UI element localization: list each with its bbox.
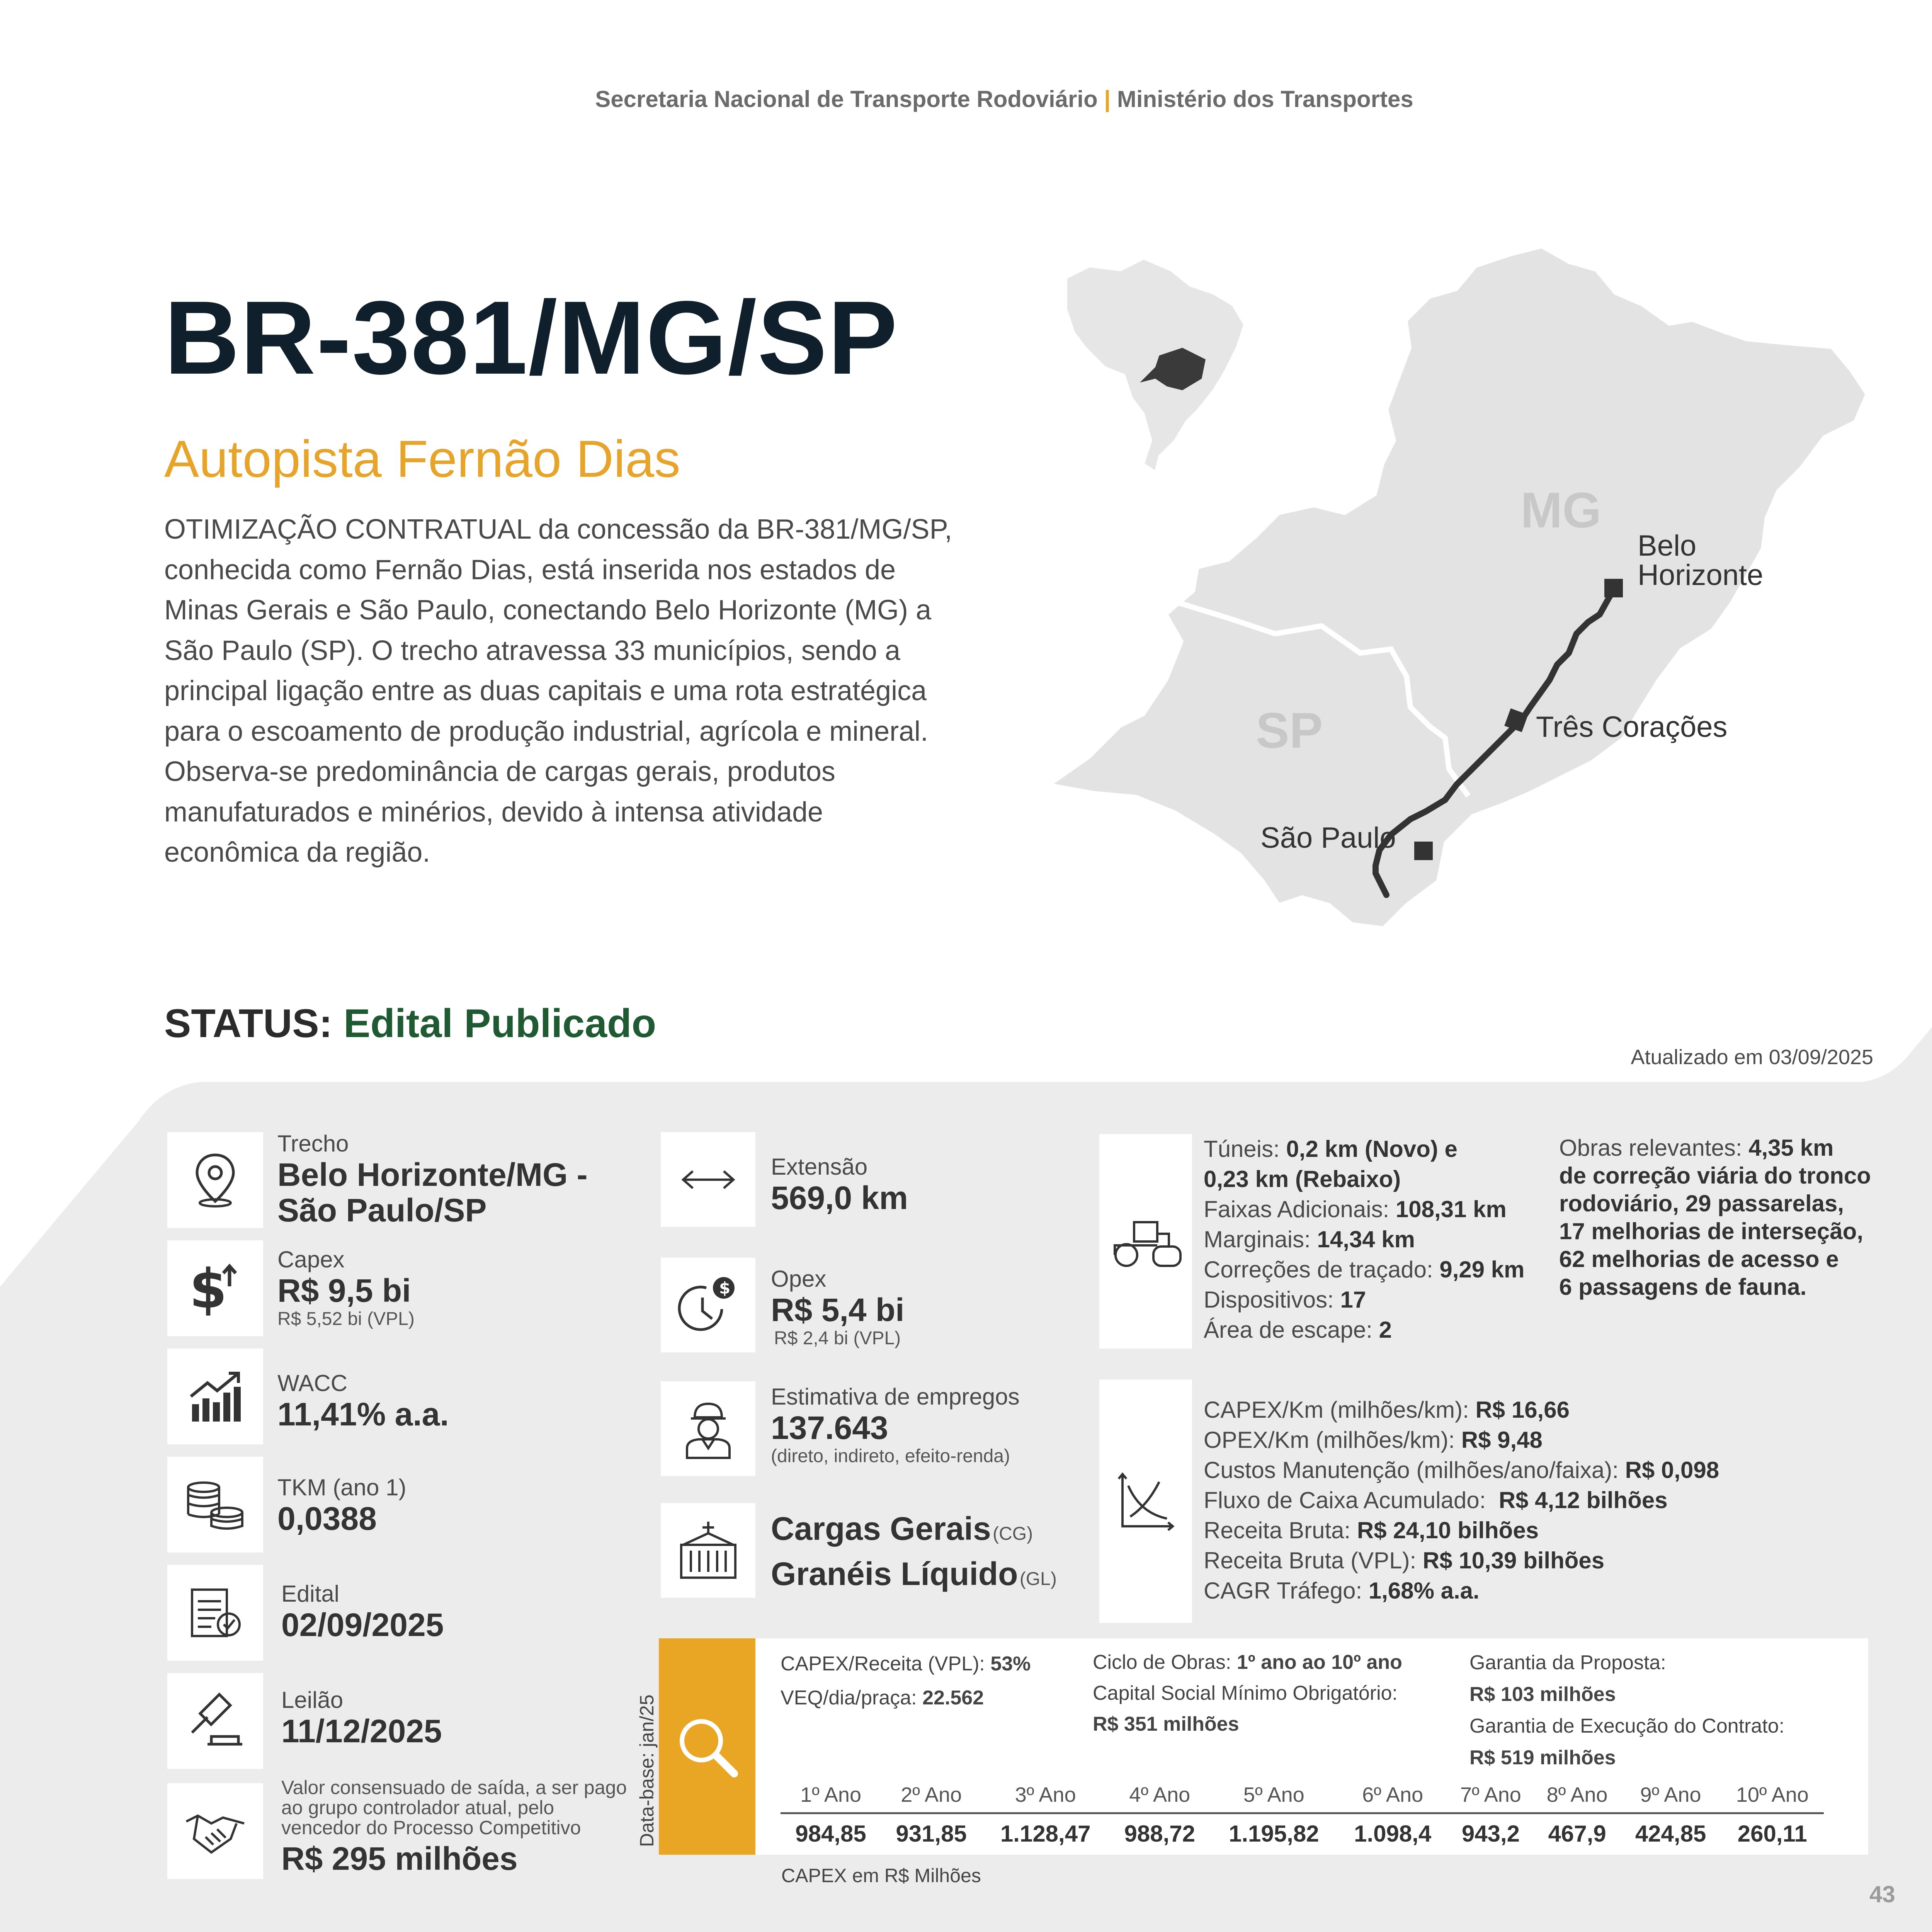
cargas-abbr2: (GL) — [1019, 1569, 1057, 1589]
magnifier-icon — [674, 1714, 740, 1779]
map-label-mg: MG — [1520, 482, 1602, 538]
valor-block — [281, 1777, 627, 1876]
tkm-icon-box — [167, 1457, 263, 1553]
wacc-label: WACC — [277, 1370, 348, 1396]
manut-label: Custos Manutenção (milhões/ano/faixa): — [1204, 1457, 1619, 1483]
edital-icon-box — [167, 1565, 263, 1661]
year-header-cell: 1º Ano — [781, 1777, 881, 1813]
tkm-label: TKM (ano 1) — [277, 1475, 406, 1500]
svg-text:$: $ — [189, 1259, 227, 1317]
capex-receita-value: 53% — [990, 1653, 1031, 1675]
empregos-icon-box — [661, 1381, 755, 1476]
capital-label: Capital Social Mínimo Obrigatório: — [1093, 1682, 1398, 1704]
year-header-cell: 9º Ano — [1621, 1777, 1721, 1813]
relevantes-l6: 6 passagens de fauna. — [1559, 1274, 1807, 1300]
leilao-block — [281, 1687, 442, 1749]
relevantes-l4: 17 melhorias de interseção, — [1559, 1218, 1864, 1244]
edital-block — [281, 1580, 444, 1643]
city-bh-line2: Horizonte — [1638, 559, 1764, 592]
extensao-value: 569,0 km — [771, 1180, 908, 1216]
fluxo-value: R$ 4,12 bilhões — [1498, 1487, 1668, 1513]
capital-value: R$ 351 milhões — [1093, 1713, 1239, 1735]
clock-dollar-icon — [675, 1272, 741, 1338]
year-value-cell: 1.195,82 — [1229, 1820, 1319, 1847]
correcoes-label: Correções de traçado: — [1204, 1257, 1433, 1282]
page-number: 43 — [1869, 1881, 1895, 1907]
capex-year-table — [781, 1777, 1824, 1853]
trecho-icon-box — [167, 1132, 263, 1228]
table-caption: CAPEX em R$ Milhões — [781, 1865, 981, 1886]
opex-km-label: OPEX/Km (milhões/km): — [1204, 1427, 1455, 1453]
wacc-block — [277, 1370, 449, 1432]
year-header-cell: 6º Ano — [1338, 1777, 1447, 1813]
garantia-prop-label: Garantia da Proposta: — [1469, 1651, 1666, 1674]
year-header-cell: 3º Ano — [981, 1777, 1109, 1813]
double-arrow-icon — [679, 1168, 737, 1191]
year-value-cell: 1.128,47 — [1000, 1820, 1091, 1847]
updated-date: Atualizado em 03/09/2025 — [1631, 1046, 1873, 1069]
valor-line3: vencedor do Processo Competitivo — [281, 1817, 581, 1838]
garantia-exec-label: Garantia de Execução do Contrato: — [1469, 1715, 1785, 1737]
year-value-cell: 1.098,4 — [1354, 1820, 1432, 1847]
year-value-cell: 984,85 — [795, 1820, 866, 1847]
receita-label: Receita Bruta: — [1204, 1517, 1351, 1543]
year-value-cell: 931,85 — [896, 1820, 967, 1847]
data-base-label: Data-base: jan/25 — [636, 1694, 658, 1847]
extensao-block — [771, 1153, 908, 1216]
handshake-icon — [182, 1802, 248, 1860]
garantia-exec-value: R$ 519 milhões — [1469, 1747, 1616, 1769]
svg-text:$: $ — [719, 1278, 730, 1298]
capex-value: R$ 9,5 bi — [277, 1272, 411, 1309]
faixas-label: Faixas Adicionais: — [1204, 1196, 1389, 1222]
city-bh-line1: Belo — [1638, 529, 1697, 562]
veq-label: VEQ/dia/praça: — [781, 1687, 917, 1709]
wacc-value: 11,41% a.a. — [277, 1396, 449, 1432]
empregos-value: 137.643 — [771, 1410, 888, 1446]
obras-relevantes — [1559, 1134, 1871, 1301]
header-separator: | — [1104, 86, 1111, 112]
capex-km-value: R$ 16,66 — [1475, 1397, 1570, 1423]
fluxo-label: Fluxo de Caixa Acumulado: — [1204, 1487, 1486, 1513]
bottom-col3 — [1469, 1647, 1784, 1774]
cargas-line2: Granéis Líquido — [771, 1556, 1018, 1592]
correcoes-value: 9,29 km — [1439, 1257, 1525, 1282]
map-city-belo-horizonte — [1638, 531, 1763, 590]
page-title: BR-381/MG/SP — [164, 280, 898, 396]
page-subtitle: Autopista Fernão Dias — [164, 430, 680, 488]
bottom-col2 — [1093, 1647, 1402, 1740]
receita-value: R$ 24,10 bilhões — [1357, 1517, 1539, 1543]
relevantes-l3: rodoviário, 29 passarelas, — [1559, 1190, 1844, 1216]
capex-block — [277, 1246, 415, 1330]
valor-value: R$ 295 milhões — [281, 1840, 518, 1877]
marker-sao-paulo — [1414, 842, 1433, 860]
capex-sub: R$ 5,52 bi (VPL) — [277, 1309, 415, 1330]
marginais-value: 14,34 km — [1317, 1226, 1415, 1252]
year-header-cell: 10º Ano — [1721, 1777, 1824, 1813]
edital-label: Edital — [281, 1581, 340, 1607]
tuneis-value2: 0,23 km (Rebaixo) — [1204, 1166, 1401, 1192]
year-header-cell: 8º Ano — [1534, 1777, 1621, 1813]
empregos-block — [771, 1383, 1020, 1467]
tuneis-label: Túneis: — [1204, 1136, 1280, 1162]
header — [0, 86, 1932, 112]
container-icon — [675, 1518, 741, 1583]
year-value-cell: 424,85 — [1635, 1820, 1706, 1847]
financeiro-list — [1204, 1395, 1719, 1606]
bottom-col1 — [781, 1647, 1031, 1715]
opex-value: R$ 5,4 bi — [771, 1292, 905, 1328]
tkm-block — [277, 1474, 406, 1536]
escape-label: Área de escape: — [1204, 1317, 1372, 1343]
relevantes-l2: de correção viária do tronco — [1559, 1163, 1871, 1189]
escape-value: 2 — [1379, 1317, 1392, 1343]
trecho-block — [277, 1130, 588, 1228]
cagr-label: CAGR Tráfego: — [1204, 1578, 1362, 1604]
trecho-label: Trecho — [277, 1131, 349, 1156]
year-value-cell: 943,2 — [1461, 1820, 1520, 1847]
header-left: Secretaria Nacional de Transporte Rodoviário — [595, 86, 1098, 112]
manut-value: R$ 0,098 — [1625, 1457, 1719, 1483]
header-right: Ministério dos Transportes — [1117, 86, 1413, 112]
cargas-icon-box — [661, 1503, 755, 1598]
bar-chart-up-icon — [186, 1367, 244, 1425]
year-header-cell: 4º Ano — [1109, 1777, 1210, 1813]
trecho-line2: São Paulo/SP — [277, 1192, 487, 1229]
veq-value: 22.562 — [922, 1687, 984, 1709]
status-label: STATUS: — [164, 1001, 333, 1046]
capex-icon-box — [167, 1240, 263, 1336]
map-city-tres-coracoes: Três Corações — [1536, 711, 1728, 743]
opex-block — [771, 1265, 904, 1349]
map-label-sp: SP — [1256, 702, 1323, 759]
empregos-sub: (direto, indireto, efeito-renda) — [771, 1446, 1010, 1467]
cargas-abbr1: (CG) — [993, 1524, 1033, 1544]
opex-icon-box — [661, 1258, 755, 1352]
year-value-cell: 260,11 — [1737, 1820, 1807, 1847]
brazil-inset-map — [1066, 259, 1244, 471]
leilao-icon-box — [167, 1673, 263, 1769]
map-city-sao-paulo: São Paulo — [1260, 821, 1396, 854]
cargas-line1: Cargas Gerais — [771, 1510, 991, 1547]
year-value-row — [781, 1813, 1824, 1853]
description: OTIMIZAÇÃO CONTRATUAL da concessão da BR-381/MG/SP, conhecida como Fernão Dias, está inserida nos estados de Minas Gerais e São Paulo, conectando Belo Horizonte (MG) a São Paulo (SP). O trecho atravessa 33 municípios, sendo a principal ligação entre as duas capitais e uma rota estratégica para o escoamento de produção industrial, agrícola e mineral. Observa-se predominância de cargas gerais, produtos manufaturados e minérios, devido à intensa atividade econômica da região. — [164, 514, 952, 868]
opex-sub: R$ 2,4 bi (VPL) — [774, 1328, 901, 1349]
tkm-value: 0,0388 — [277, 1500, 377, 1537]
cagr-value: 1,68% a.a. — [1368, 1578, 1480, 1604]
coins-icon — [182, 1476, 248, 1534]
leilao-value: 11/12/2025 — [281, 1713, 442, 1749]
leilao-label: Leilão — [281, 1687, 344, 1713]
valor-line2: ao grupo controlador atual, pelo — [281, 1797, 554, 1818]
trecho-line1: Belo Horizonte/MG - — [277, 1156, 588, 1193]
year-value-cell: 467,9 — [1548, 1820, 1606, 1847]
dispositivos-label: Dispositivos: — [1204, 1287, 1334, 1313]
year-header-row — [781, 1777, 1824, 1813]
wacc-icon-box — [167, 1349, 263, 1444]
dispositivos-value: 17 — [1340, 1287, 1366, 1313]
extensao-icon-box — [661, 1132, 755, 1227]
opex-km-value: R$ 9,48 — [1461, 1427, 1543, 1453]
capex-km-label: CAPEX/Km (milhões/km): — [1204, 1397, 1469, 1423]
status — [164, 1001, 656, 1047]
location-pin-icon — [190, 1151, 240, 1209]
ciclo-value: 1º ano ao 10º ano — [1236, 1651, 1402, 1673]
marker-belo-horizonte — [1604, 579, 1623, 597]
cargas-block — [771, 1511, 1057, 1601]
document-check-icon — [184, 1582, 246, 1644]
extensao-label: Extensão — [771, 1154, 868, 1180]
magnifier-box — [659, 1638, 755, 1855]
gavel-icon — [184, 1690, 246, 1752]
relevantes-value1: 4,35 km — [1748, 1135, 1834, 1161]
worker-icon — [679, 1396, 737, 1462]
valor-line1: Valor consensuado de saída, a ser pago — [281, 1777, 627, 1798]
receita-vpl-label: Receita Bruta (VPL): — [1204, 1548, 1417, 1573]
capex-receita-label: CAPEX/Receita (VPL): — [781, 1653, 985, 1675]
capex-label: Capex — [277, 1247, 345, 1272]
year-header-cell: 2º Ano — [881, 1777, 981, 1813]
marginais-label: Marginais: — [1204, 1226, 1311, 1252]
dollar-up-icon — [186, 1259, 244, 1317]
garantia-prop-value: R$ 103 milhões — [1469, 1683, 1616, 1706]
relevantes-l5: 62 melhorias de acesso e — [1559, 1246, 1839, 1272]
empregos-label: Estimativa de empregos — [771, 1384, 1020, 1410]
year-header-cell: 5º Ano — [1210, 1777, 1338, 1813]
xy-chart-icon — [1117, 1470, 1175, 1532]
obras-list — [1204, 1134, 1525, 1345]
opex-label: Opex — [771, 1266, 827, 1292]
receita-vpl-value: R$ 10,39 bilhões — [1422, 1548, 1605, 1573]
tuneis-value: 0,2 km (Novo) e — [1286, 1136, 1458, 1162]
valor-icon-box — [167, 1783, 263, 1879]
edital-value: 02/09/2025 — [281, 1607, 444, 1643]
road-roller-icon — [1107, 1213, 1184, 1270]
faixas-value: 108,31 km — [1395, 1196, 1507, 1222]
relevantes-label: Obras relevantes: — [1559, 1135, 1742, 1161]
year-header-cell: 7º Ano — [1447, 1777, 1534, 1813]
financeiro-icon-box — [1099, 1379, 1192, 1623]
ciclo-label: Ciclo de Obras: — [1093, 1651, 1231, 1673]
status-value: Edital Publicado — [344, 1001, 656, 1046]
obras-icon-box — [1099, 1134, 1192, 1349]
year-value-cell: 988,72 — [1124, 1820, 1195, 1847]
